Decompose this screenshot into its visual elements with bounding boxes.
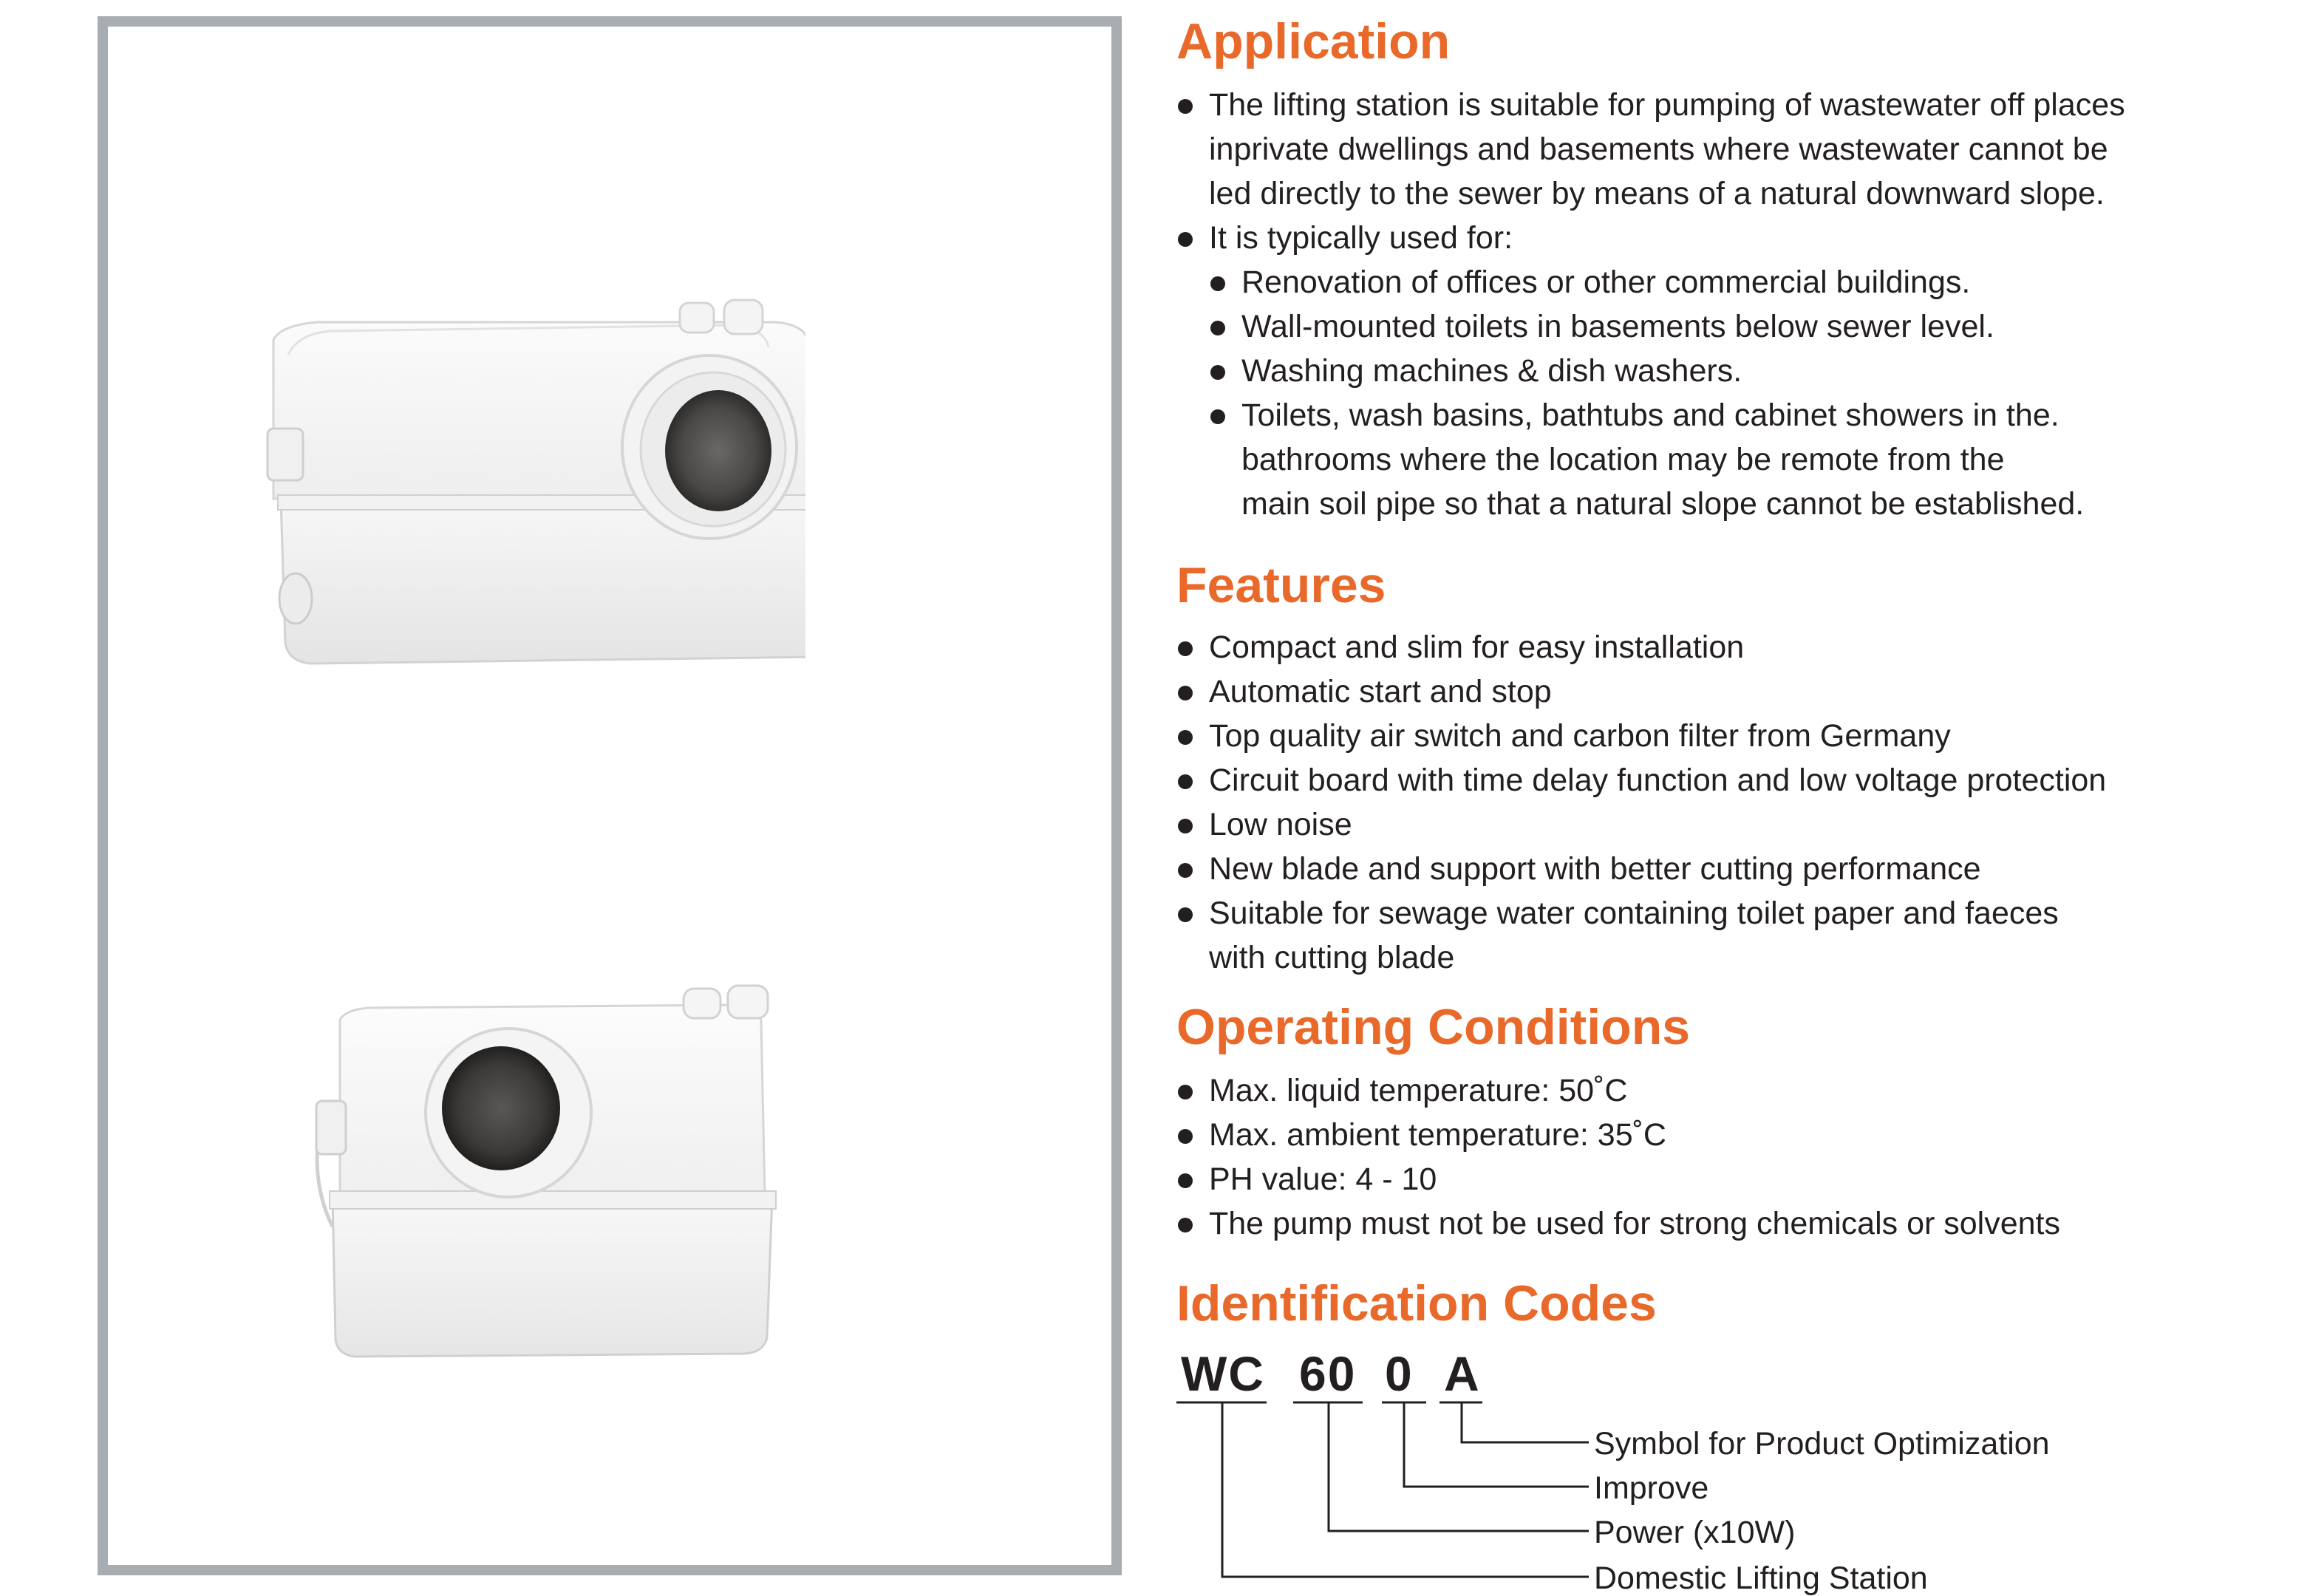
list-item-continuation: with cutting blade xyxy=(1209,940,1455,975)
code-desc-improve: Improve xyxy=(1594,1470,1709,1506)
list-item: Max. ambient temperature: 35˚C xyxy=(1176,1113,2060,1157)
code-segment-60: 60 xyxy=(1299,1346,1357,1401)
code-segment-0: 0 xyxy=(1385,1346,1414,1401)
connector-wc xyxy=(1222,1402,1589,1577)
list-item-continuation: main soil pipe so that a natural slope cannot be established. xyxy=(1241,486,2085,522)
code-desc-product-optimization: Symbol for Product Optimization xyxy=(1594,1426,2050,1462)
list-item: Compact and slim for easy installation xyxy=(1176,625,2106,669)
list-item-continuation: inprivate dwellings and basements where wastewater cannot be xyxy=(1209,132,2108,167)
operating-conditions-heading: Operating Conditions xyxy=(1176,999,1691,1055)
list-item: It is typically used for: xyxy=(1176,216,2125,260)
code-segment-wc: WC xyxy=(1181,1346,1265,1401)
identification-codes-heading: Identification Codes xyxy=(1176,1275,1657,1331)
list-item: Circuit board with time delay function and low voltage protection xyxy=(1176,758,2106,802)
connector-60 xyxy=(1329,1402,1589,1531)
list-item: Washing machines & dish washers. xyxy=(1176,349,2125,393)
connector-a xyxy=(1462,1402,1589,1442)
specification-content xyxy=(1176,0,2292,1596)
list-item: Automatic start and stop xyxy=(1176,669,2106,714)
identification-code-diagram xyxy=(1176,0,2292,1596)
lifting-station-product-image-angled xyxy=(214,251,805,695)
connector-0 xyxy=(1404,1402,1589,1487)
list-item: Suitable for sewage water containing toilet paper and faeces xyxy=(1176,891,2106,935)
code-desc-domestic-lifting-station: Domestic Lifting Station xyxy=(1594,1561,1928,1596)
list-item: Top quality air switch and carbon filter from Germany xyxy=(1176,714,2106,758)
list-item: The lifting station is suitable for pumping of wastewater off places xyxy=(1176,83,2125,127)
list-item-continuation: bathrooms where the location may be remote from the xyxy=(1241,442,2005,477)
list-item: Max. liquid temperature: 50˚C xyxy=(1176,1068,2060,1113)
list-item: PH value: 4 - 10 xyxy=(1176,1157,2060,1201)
list-item: Toilets, wash basins, bathtubs and cabinet showers in the. xyxy=(1176,393,2125,437)
list-item: Low noise xyxy=(1176,802,2106,847)
list-item: The pump must not be used for strong chemicals or solvents xyxy=(1176,1201,2060,1246)
lifting-station-product-image-front xyxy=(222,961,805,1374)
code-desc-power: Power (x10W) xyxy=(1594,1515,1796,1550)
code-segment-a: A xyxy=(1444,1346,1481,1401)
application-heading: Application xyxy=(1176,13,1451,69)
list-item: Renovation of offices or other commercial buildings. xyxy=(1176,260,2125,304)
list-item-continuation: led directly to the sewer by means of a natural downward slope. xyxy=(1209,176,2105,211)
list-item: Wall-mounted toilets in basements below sewer level. xyxy=(1176,304,2125,349)
list-item: New blade and support with better cutting performance xyxy=(1176,847,2106,891)
features-heading: Features xyxy=(1176,557,1386,613)
